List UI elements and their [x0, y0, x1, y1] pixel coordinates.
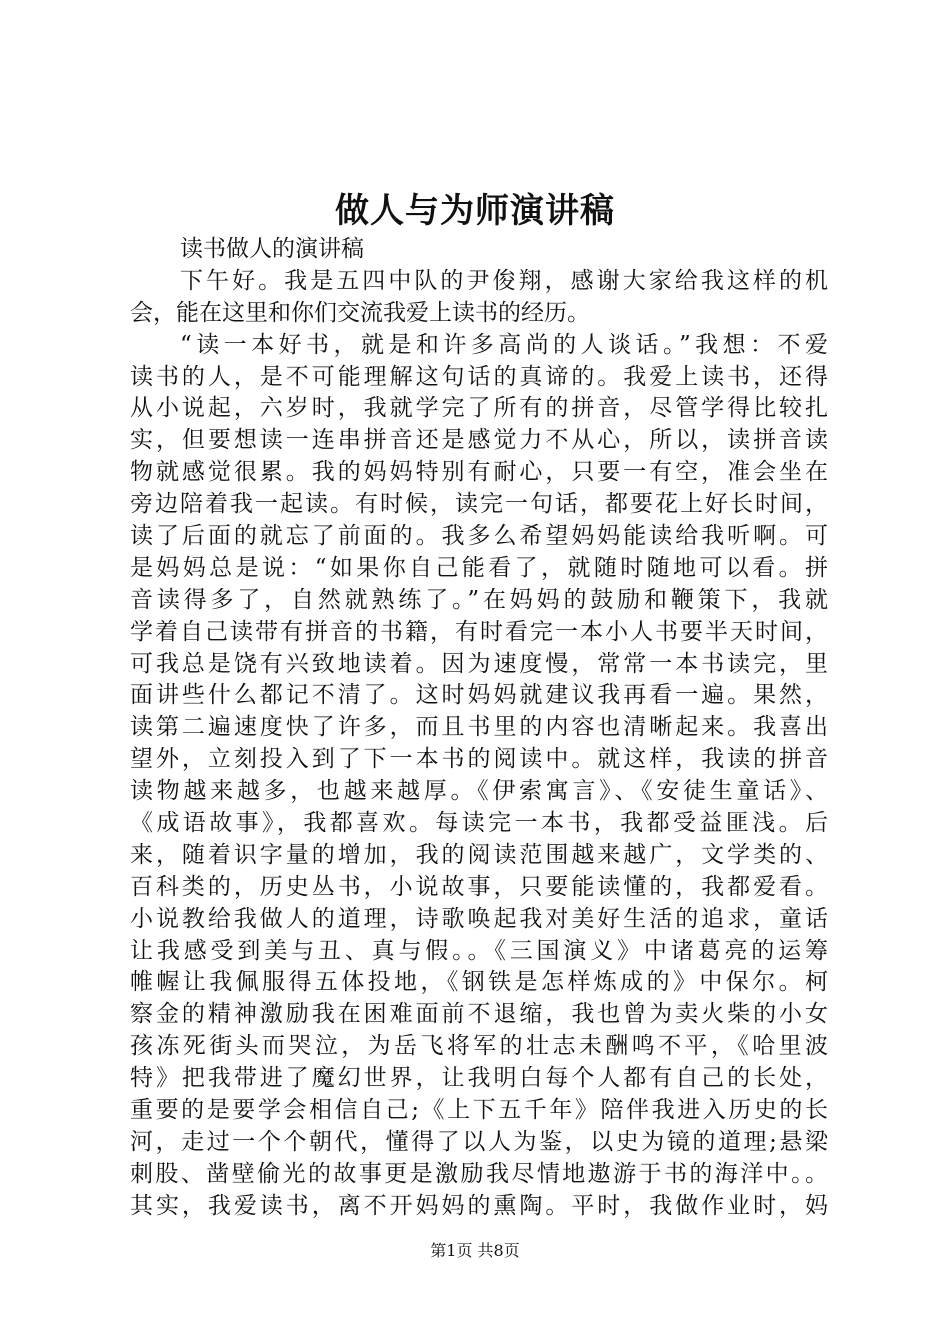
text-line: 学着自己读带有拼音的书籍，有时看完一本小人书要半天时间， [130, 618, 828, 645]
text-line: 小说教给我做人的道理，诗歌唤起我对美好生活的追求，童话 [130, 905, 828, 932]
text-line: 下午好。我是五四中队的尹俊翔，感谢大家给我这样的机 [180, 267, 828, 294]
text-line: 河，走过一个个朝代，懂得了以人为鉴，以史为镜的道理;悬梁 [130, 1128, 828, 1155]
text-line: 读书的人，是不可能理解这句话的真谛的。我爱上读书，还得 [130, 363, 828, 390]
text-line: 百科类的，历史丛书，小说故事，只要能读懂的，我都爱看。 [130, 873, 828, 900]
text-line: 让我感受到美与丑、真与假。。《三国演义》中诸葛亮的运筹 [130, 937, 828, 964]
text-line: 读物越来越多，也越来越厚。《伊索寓言》、《安徒生童话》、 [130, 778, 828, 805]
text-line: 会，能在这里和你们交流我爱上读书的经历。 [130, 299, 590, 326]
text-line: 旁边陪着我一起读。有时候，读完一句话，都要花上好长时间， [130, 491, 828, 518]
text-line: 面讲些什么都记不清了。这时妈妈就建议我再看一遍。果然， [130, 682, 828, 709]
text-line: 读书做人的演讲稿 [180, 236, 364, 262]
page-footer: 第1页 共8页 [430, 1241, 520, 1260]
text-line: 音读得多了，自然就熟练了。”在妈妈的鼓励和鞭策下，我就 [130, 586, 828, 613]
text-line: “读一本好书，就是和许多高尚的人谈话。”我想：不爱 [180, 331, 828, 358]
text-line: 读了后面的就忘了前面的。我多么希望妈妈能读给我听啊。可 [130, 523, 828, 550]
text-line: 可我总是饶有兴致地读着。因为速度慢，常常一本书读完，里 [130, 650, 828, 677]
text-line: 孩冻死街头而哭泣，为岳飞将军的壮志未酬鸣不平，《哈里波 [130, 1033, 828, 1060]
document-title: 做人与为师演讲稿 [335, 191, 615, 231]
text-line: 是妈妈总是说：“如果你自己能看了，就随时随地可以看。拼 [130, 554, 828, 581]
text-line: 《成语故事》，我都喜欢。每读完一本书，我都受益匪浅。后 [130, 810, 828, 837]
text-line: 读第二遍速度快了许多，而且书里的内容也清晰起来。我喜出 [130, 714, 828, 741]
text-line: 刺股、凿壁偷光的故事更是激励我尽情地遨游于书的海洋中。。 [130, 1160, 828, 1187]
text-line: 从小说起，六岁时，我就学完了所有的拼音，尽管学得比较扎 [130, 395, 828, 422]
text-line: 重要的是要学会相信自己;《上下五千年》陪伴我进入历史的长 [130, 1097, 828, 1124]
text-line: 实，但要想读一连串拼音还是感觉力不从心，所以，读拼音读 [130, 427, 828, 454]
document-body [130, 234, 828, 1223]
text-line: 物就感觉很累。我的妈妈特别有耐心，只要一有空，准会坐在 [130, 459, 828, 486]
text-line: 其实，我爱读书，离不开妈妈的熏陶。平时，我做作业时，妈 [130, 1192, 828, 1219]
text-line: 特》把我带进了魔幻世界，让我明白每个人都有自己的长处， [130, 1065, 828, 1092]
text-line: 来，随着识字量的增加，我的阅读范围越来越广，文学类的、 [130, 841, 828, 868]
text-line: 察金的精神激励我在困难面前不退缩，我也曾为卖火柴的小女 [130, 1001, 828, 1028]
text-line: 望外，立刻投入到了下一本书的阅读中。就这样，我读的拼音 [130, 746, 828, 773]
text-line: 帷幄让我佩服得五体投地，《钢铁是怎样炼成的》中保尔。柯 [130, 969, 828, 996]
